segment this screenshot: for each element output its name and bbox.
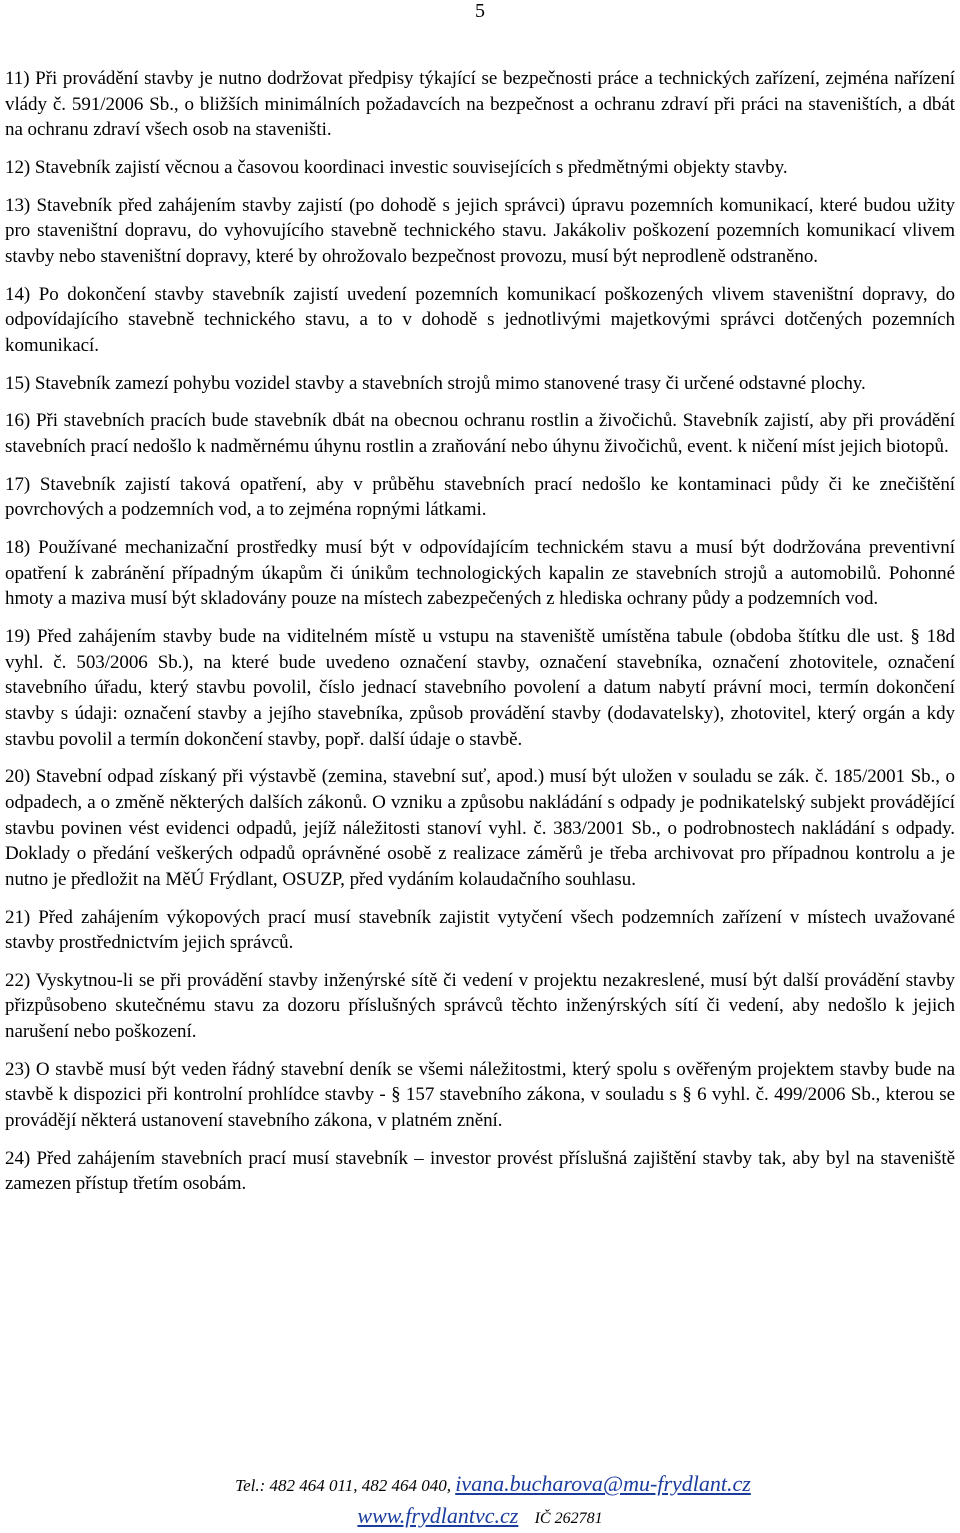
footer-phone: Tel.: 482 464 011, 482 464 040, bbox=[235, 1476, 451, 1495]
paragraph-16: 16) Při stavebních pracích bude stavebník dbát na obecnou ochranu rostlin a živočichů. Stavebník zajistí, aby při provádění stavebních prací nedošlo k nadměrnému úhynu rostlin a zraňování nebo úhynu živočichů, event. k ničení míst jejich biotopů. bbox=[5, 410, 955, 458]
page-footer bbox=[0, 1470, 960, 1533]
footer-contact-line bbox=[0, 1470, 960, 1500]
paragraph-11: 11) Při provádění stavby je nutno dodržovat předpisy týkající se bezpečnosti práce a technických zařízení, zejména nařízení vlády č. 591/2006 Sb., o bližších minimálních požadavcích na bezpečnost a ochranu zdraví při práci na staveništích, a dbát na ochranu zdraví všech osob na staveništi. bbox=[5, 68, 955, 141]
paragraph-20: 20) Stavební odpad získaný při výstavbě (zemina, stavební suť, apod.) musí být uložen v souladu se zák. č. 185/2001 Sb., o odpadech, a o změně některých dalších zákonů. O vzniku a způsobu nakládání s odpady je podnikatelský subjekt provádějící stavbu povinen vést evidenci odpadů, jejíž náležitosti stanoví vyhl. č. 383/2001 Sb., o podrobnostech nakládání s odpady. Doklady o předání veškerých odpadů oprávněné osobě z realizace záměrů je třeba archivovat pro případnou kontrolu a je nutno je předložit na MěÚ Frýdlant, OSUZP, před vydáním kolaudačního souhlasu. bbox=[5, 766, 955, 890]
paragraph-19: 19) Před zahájením stavby bude na viditelném místě u vstupu na staveniště umístěna tabule (obdoba štítku dle ust. § 18d vyhl. č. 503/2006 Sb.), na které bude uvedeno označení stavby, označení stavebníka, označení zhotovitele, označení stavebního úřadu, který stavbu povolil, číslo jednací stavebního povolení a datum nabytí právní moci, termín dokončení stavby s údaji: označení stavby a jejího stavebníka, způsob provádění stavby (dodavatelsky), zhotovitel, který orgán a kdy stavbu povolil a termín dokončení stavby, popř. další údaje o stavbě. bbox=[5, 626, 955, 750]
footer-ico: IČ 262781 bbox=[534, 1510, 603, 1527]
paragraph-17: 17) Stavebník zajistí taková opatření, aby v průběhu stavebních prací nedošlo ke kontaminaci půdy či ke znečištění povrchových a podzemních vod, a to zejména ropnými látkami. bbox=[5, 473, 955, 521]
footer-web-line bbox=[0, 1502, 960, 1533]
footer-email-link[interactable]: ivana.bucharova@mu-frydlant.cz bbox=[455, 1471, 751, 1496]
paragraph-21: 21) Před zahájením výkopových prací musí stavebník zajistit vytyčení všech podzemních zařízení v místech uvažované stavby prostřednictvím jejich správců. bbox=[5, 906, 955, 954]
paragraph-22: 22) Vyskytnou-li se při provádění stavby inženýrské sítě či vedení v projektu nezakreslené, musí být další provádění stavby přizpůsobeno skutečnému stavu za dozoru příslušných správců těchto inženýrských sítí či vedení, aby nedošlo k jejich narušení nebo poškození. bbox=[5, 969, 955, 1043]
page-number: 5 bbox=[475, 0, 485, 22]
paragraph-18: 18) Používané mechanizační prostředky musí být v odpovídajícím technickém stavu a musí být dodržována preventivní opatření k zabránění případným úkapům či únikům technologických kapalin ze stavebních strojů a automobilů. Pohonné hmoty a maziva musí být skladovány pouze na místech zabezpečených z hlediska ochrany půdy a podzemních vod. bbox=[5, 537, 955, 610]
paragraph-14: 14) Po dokončení stavby stavebník zajistí uvedení pozemních komunikací poškozených vlivem staveništní dopravy, do odpovídajícího stavebně technického stavu, a to v dohodě s jednotlivými majetkovými správci dotčených pozemních komunikací. bbox=[5, 283, 955, 356]
document-body bbox=[5, 66, 955, 1209]
paragraph-12: 12) Stavebník zajistí věcnou a časovou koordinaci investic souvisejících s předmětnými objekty stavby. bbox=[5, 156, 788, 178]
footer-website-link[interactable]: www.frydlantvc.cz bbox=[357, 1503, 519, 1528]
paragraph-13: 13) Stavebník před zahájením stavby zajistí (po dohodě s jejich správci) úpravu pozemních komunikací, které budou užity pro staveništní dopravu, do vyhovujícího stavebně technického stavu. Jakákoliv poškození pozemních komunikací vlivem stavby nebo staveništní dopravy, které by ohrožovalo bezpečnost provozu, musí být neprodleně odstraněno. bbox=[5, 194, 955, 267]
paragraph-24: 24) Před zahájením stavebních prací musí stavebník – investor provést příslušná zajištění stavby tak, aby byl na staveniště zamezen přístup třetím osobám. bbox=[5, 1147, 955, 1195]
paragraph-15: 15) Stavebník zamezí pohybu vozidel stavby a stavebních strojů mimo stanovené trasy či určené odstavné plochy. bbox=[5, 372, 866, 394]
paragraph-23: 23) O stavbě musí být veden řádný stavební deník se všemi náležitostmi, který spolu s ověřeným projektem stavby bude na stavbě k dispozici při kontrolní prohlídce stavby - § 157 stavebního zákona, v souladu s § 6 vyhl. č. 499/2006 Sb., kterou se provádějí některá ustanovení stavebního zákona, v platném znění. bbox=[5, 1058, 955, 1132]
